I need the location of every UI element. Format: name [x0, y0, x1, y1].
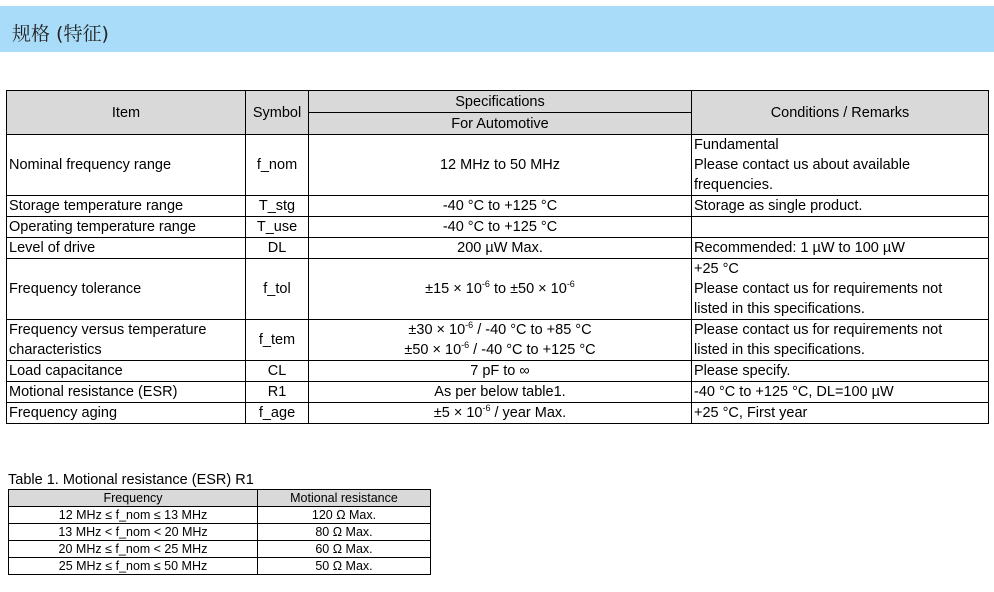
esr-header-resistance: Motional resistance — [258, 490, 431, 507]
symbol-cell: R1 — [246, 382, 309, 403]
header-conditions: Conditions / Remarks — [692, 91, 989, 135]
spec-cell: 7 pF to ∞ — [309, 361, 692, 382]
spec-cell: -40 °C to +125 °C — [309, 196, 692, 217]
table-row — [7, 403, 989, 424]
remarks-cell — [692, 259, 989, 320]
item-cell: Frequency tolerance — [7, 259, 246, 320]
symbol-cell: f_tem — [246, 320, 309, 361]
remark-line: +25 °C — [694, 261, 739, 277]
remarks-cell: Please specify. — [692, 361, 989, 382]
esr-header-frequency: Frequency — [9, 490, 258, 507]
spec-cell: -40 °C to +125 °C — [309, 217, 692, 238]
table-row — [9, 524, 431, 541]
esr-frequency-cell: 25 MHz ≤ f_nom ≤ 50 MHz — [9, 558, 258, 575]
remarks-cell — [692, 320, 989, 361]
header-specifications: Specifications — [309, 91, 692, 113]
symbol-cell: CL — [246, 361, 309, 382]
remark-line: Fundamental — [694, 137, 779, 153]
remarks-cell — [692, 135, 989, 196]
item-cell: Storage temperature range — [7, 196, 246, 217]
table-row — [7, 382, 989, 403]
item-cell: Operating temperature range — [7, 217, 246, 238]
esr-frequency-cell: 12 MHz ≤ f_nom ≤ 13 MHz — [9, 507, 258, 524]
symbol-cell: f_nom — [246, 135, 309, 196]
remark-line: frequencies. — [694, 177, 773, 193]
table-row — [7, 361, 989, 382]
remarks-cell: Storage as single product. — [692, 196, 989, 217]
header-symbol: Symbol — [246, 91, 309, 135]
esr-table-caption: Table 1. Motional resistance (ESR) R1 — [8, 472, 254, 488]
section-header-bar — [0, 6, 994, 52]
item-cell: Frequency aging — [7, 403, 246, 424]
table-row — [7, 320, 989, 361]
table-row — [9, 558, 431, 575]
remark-line: Please contact us for requirements not — [694, 281, 943, 297]
remarks-cell: -40 °C to +125 °C, DL=100 µW — [692, 382, 989, 403]
spec-cell: $\pm 5 \times 10^{-6}$ / year Max. — [309, 403, 692, 424]
remark-line: Please contact us for requirements not — [694, 322, 943, 338]
symbol-cell: T_stg — [246, 196, 309, 217]
symbol-cell: T_use — [246, 217, 309, 238]
remarks-cell: Recommended: 1 µW to 100 µW — [692, 238, 989, 259]
header-item: Item — [7, 91, 246, 135]
spec-cell: 12 MHz to 50 MHz — [309, 135, 692, 196]
table-row — [7, 217, 989, 238]
item-cell: Load capacitance — [7, 361, 246, 382]
esr-resistance-cell: 50 Ω Max. — [258, 558, 431, 575]
specifications-table — [6, 90, 989, 424]
remark-line: listed in this specifications. — [694, 342, 865, 358]
esr-resistance-cell: 80 Ω Max. — [258, 524, 431, 541]
spec-cell: $\pm 30 \times 10^{-6} / -40$ °C to +85 °C $\pm 50 \times 10^{-6} / -40$ °C to +125 °C — [309, 320, 692, 361]
header-for-automotive: For Automotive — [309, 113, 692, 135]
table-row — [7, 259, 989, 320]
esr-frequency-cell: 13 MHz < f_nom < 20 MHz — [9, 524, 258, 541]
table-row — [9, 507, 431, 524]
remarks-cell: +25 °C, First year — [692, 403, 989, 424]
remarks-cell — [692, 217, 989, 238]
table-row — [7, 238, 989, 259]
esr-table — [8, 489, 431, 575]
esr-resistance-cell: 120 Ω Max. — [258, 507, 431, 524]
spec-cell: $\pm 15 \times 10^{-6}$ to $\pm 50 \times 10^{-6}$ — [309, 259, 692, 320]
remark-line: listed in this specifications. — [694, 301, 865, 317]
symbol-cell: DL — [246, 238, 309, 259]
symbol-cell: f_tol — [246, 259, 309, 320]
table-row — [7, 135, 989, 196]
esr-resistance-cell: 60 Ω Max. — [258, 541, 431, 558]
section-title: 规格 (特征) — [12, 23, 109, 45]
spec-cell: As per below table1. — [309, 382, 692, 403]
remark-line: Please contact us about available — [694, 157, 911, 173]
item-cell: Frequency versus temperature characteristics — [7, 320, 246, 361]
spec-cell: 200 µW Max. — [309, 238, 692, 259]
table-row — [9, 541, 431, 558]
item-cell: Motional resistance (ESR) — [7, 382, 246, 403]
table-row — [7, 196, 989, 217]
item-cell: Level of drive — [7, 238, 246, 259]
item-cell: Nominal frequency range — [7, 135, 246, 196]
esr-frequency-cell: 20 MHz ≤ f_nom < 25 MHz — [9, 541, 258, 558]
symbol-cell: f_age — [246, 403, 309, 424]
